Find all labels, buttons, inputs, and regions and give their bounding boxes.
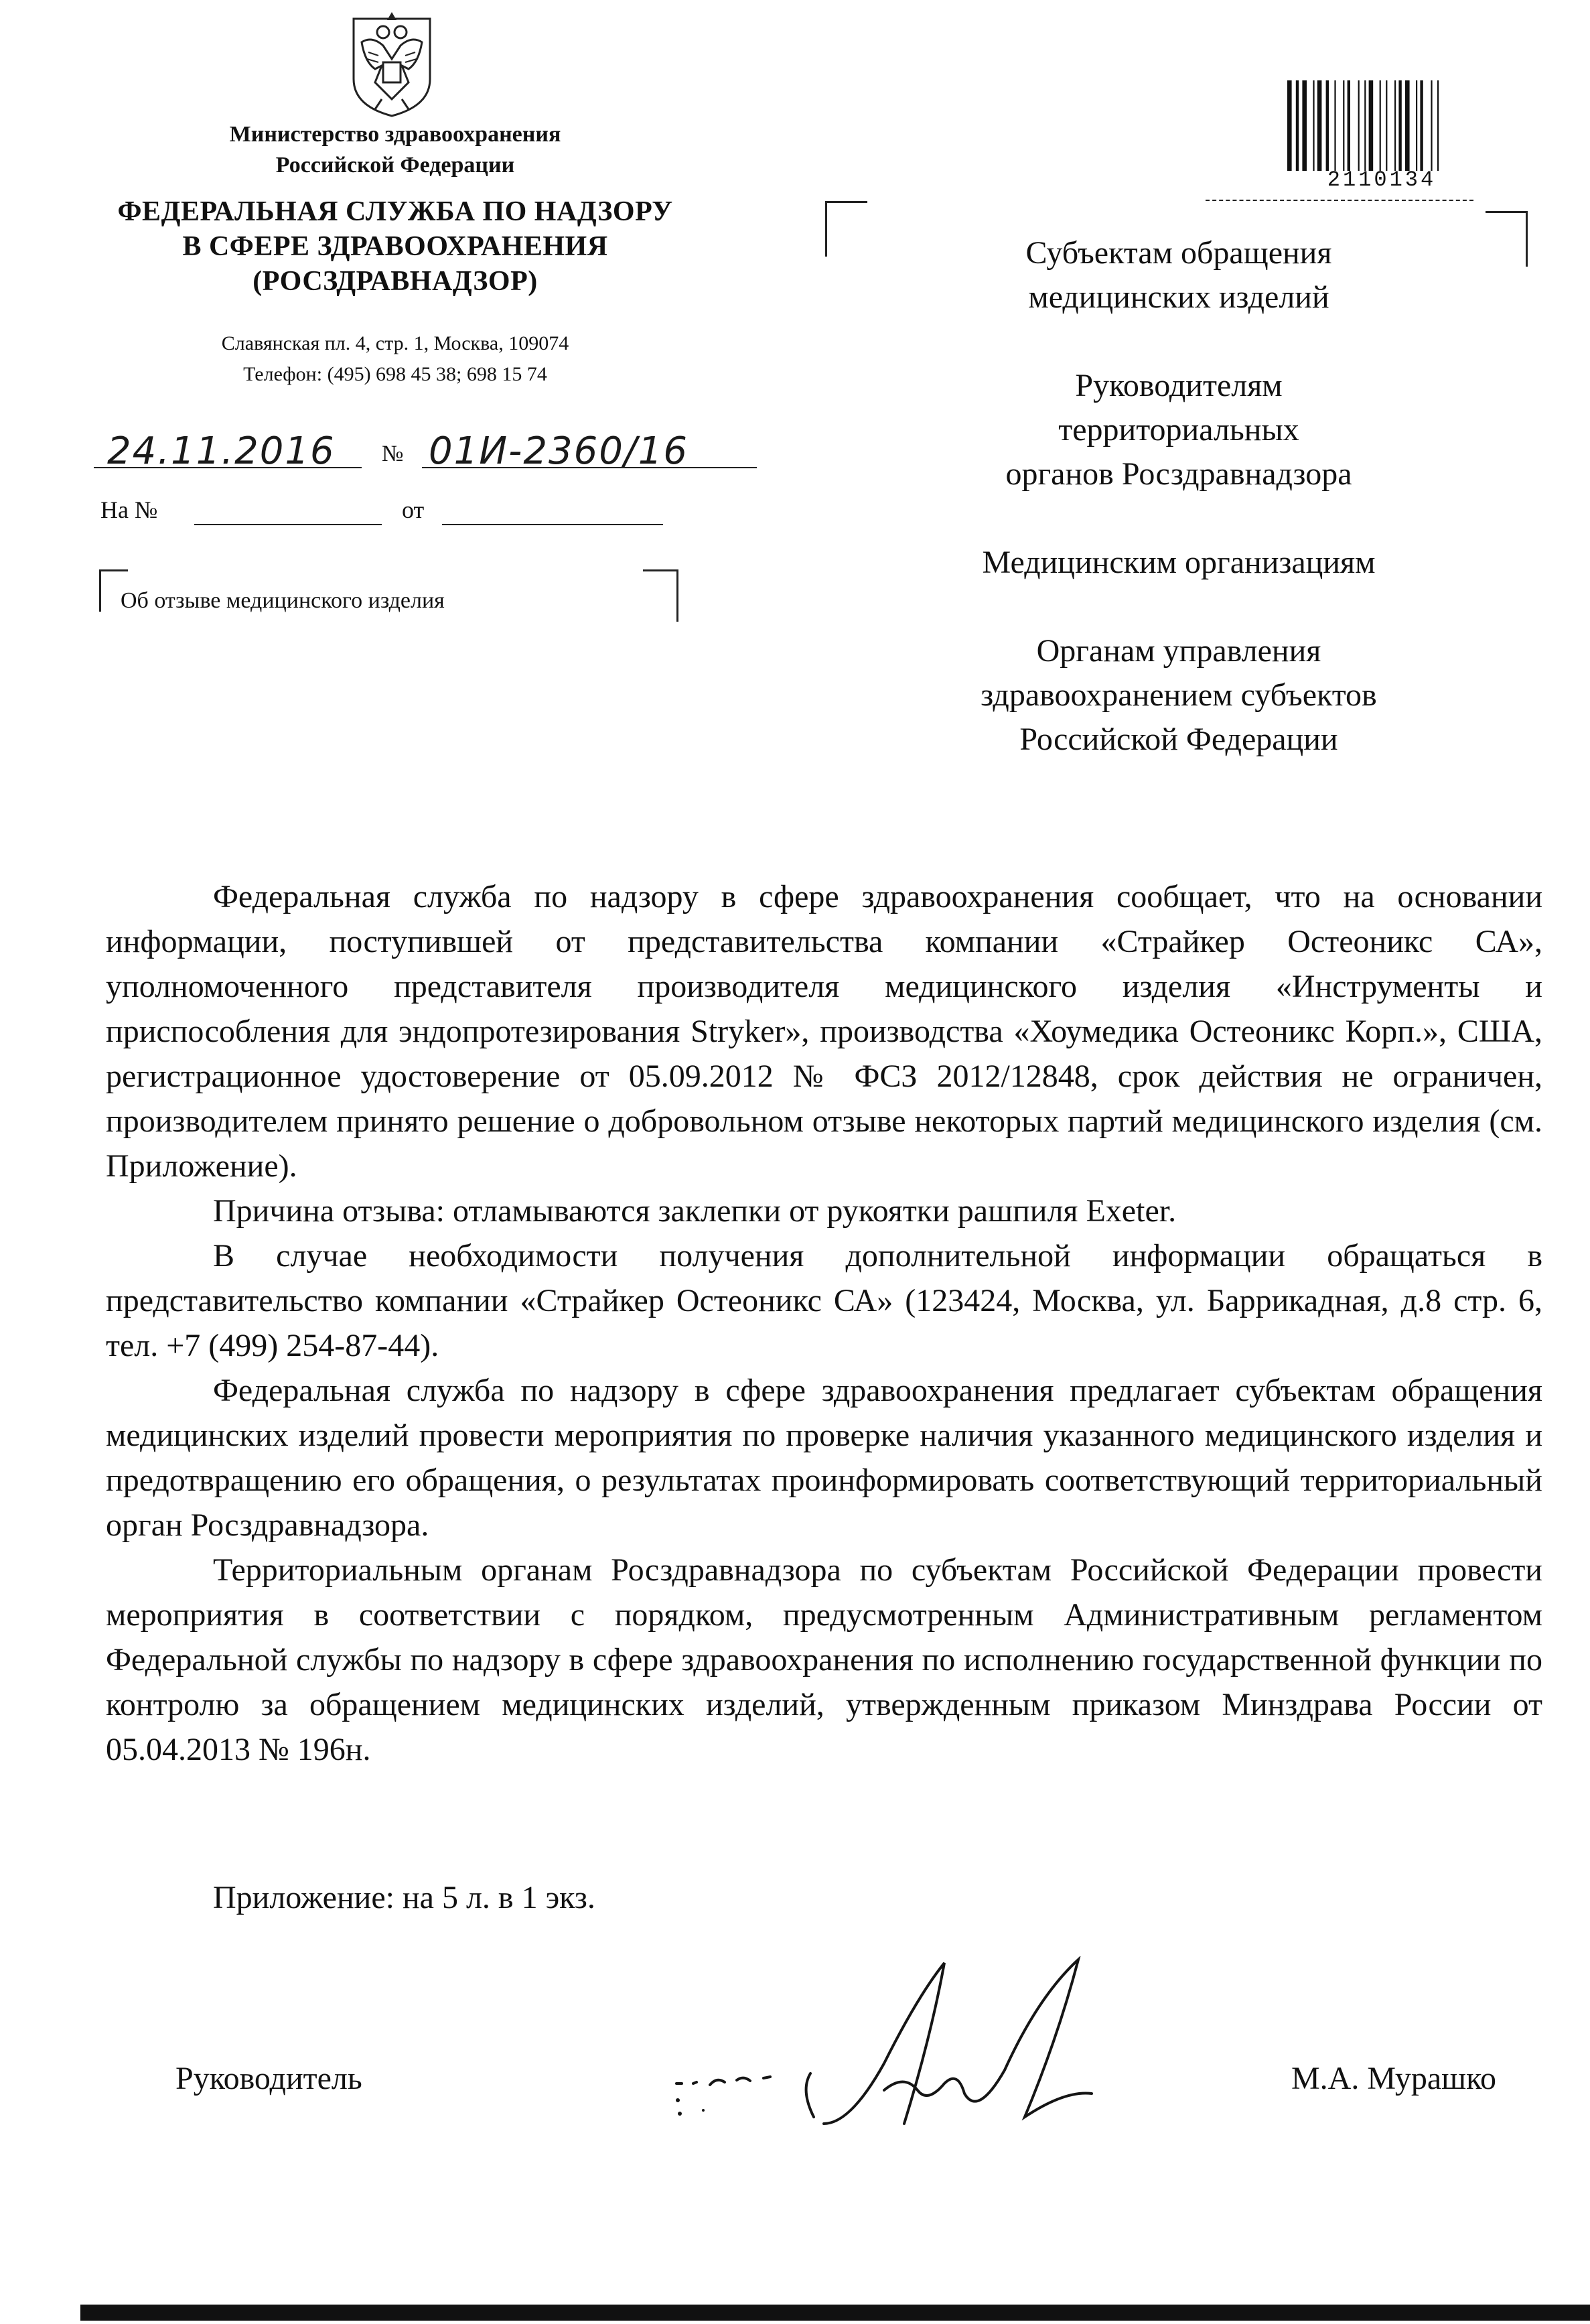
recipient-line: органов Росздравнадзора xyxy=(1005,456,1352,492)
recipients-block xyxy=(884,231,1473,806)
body-paragraph-4: Федеральная служба по надзору в сфере здравоохранения предлагает субъектам обращения медицинских изделий провести мероприятия по проверке наличия указанного медицинского изделия и предотвращению его обращения, о результатах проинформировать соответствующий территориальный орган Росздравнадзора. xyxy=(106,1373,1542,1543)
body-paragraph-3: В случае необходимости получения дополнительной информации обращаться в представительство компании «Страйкер Остеоникс СА» (123424, Москва, ул. Баррикадная, д.8 стр. 6, тел. +7 (499) 254-87-44). xyxy=(106,1238,1542,1363)
ministry-line-2: Российской Федерации xyxy=(275,153,515,178)
recipient-line: Медицинским организациям xyxy=(982,545,1376,580)
address-field-dash xyxy=(1206,200,1473,201)
appendix-note: Приложение: на 5 л. в 1 экз. xyxy=(213,1880,595,1915)
reference-from-label: от xyxy=(402,496,425,523)
ministry-name xyxy=(167,119,623,181)
reference-number-label: На № xyxy=(100,496,158,523)
phone-line: Телефон: (495) 698 45 38; 698 15 74 xyxy=(243,363,547,385)
document-number-row xyxy=(87,429,790,479)
recipient-line: территориальных xyxy=(1058,412,1299,448)
service-line-3: (РОСЗДРАВНАДЗОР) xyxy=(252,266,538,297)
body-paragraph-5: Территориальным органам Росздравнадзора по субъектам Российской Федерации провести мероприятия в соответствии с порядком, предусмотренным Административным регламентом Федеральной службы по надзору в сфере здравоохранения по исполнению государственной функции по контролю за обращением медицинских изделий, утвержденным приказом Минздрава России от 05.04.2013 № 196н. xyxy=(106,1552,1542,1767)
recipient-line: Органам управления xyxy=(1036,633,1321,669)
subject-corner-right xyxy=(643,569,678,622)
coat-of-arms-emblem xyxy=(342,5,442,119)
recipient-group-2 xyxy=(884,364,1473,496)
barcode-number: 2110134 xyxy=(1327,167,1437,192)
address-block xyxy=(134,328,656,390)
recipient-line: Субъектам обращения xyxy=(1025,235,1332,271)
signatory-name: М.А. Мурашко xyxy=(1291,2061,1496,2096)
reference-row xyxy=(87,496,690,536)
signatory-role: Руководитель xyxy=(175,2061,362,2096)
handwritten-signature xyxy=(663,1956,1212,2137)
recipient-group-4 xyxy=(884,629,1473,762)
service-line-2: В СФЕРЕ ЗДРАВООХРАНЕНИЯ xyxy=(182,231,608,262)
address-field-corner-right xyxy=(1486,211,1528,267)
service-name xyxy=(87,194,703,299)
body-paragraph-2: Причина отзыва: отламываются заклепки от рукоятки рашпиля Exeter. xyxy=(213,1193,1177,1229)
recipient-group-3 xyxy=(884,541,1473,585)
barcode xyxy=(1285,80,1479,171)
number-sign: № xyxy=(382,441,404,466)
address-line: Славянская пл. 4, стр. 1, Москва, 109074 xyxy=(221,332,569,354)
letter-body xyxy=(106,874,1542,1772)
recipient-group-1 xyxy=(884,231,1473,320)
recipient-line: здравоохранением субъектов xyxy=(981,677,1377,713)
recipient-line: медицинских изделий xyxy=(1028,279,1329,315)
service-line-1: ФЕДЕРАЛЬНАЯ СЛУЖБА ПО НАДЗОРУ xyxy=(117,196,673,227)
page-bottom-border xyxy=(80,2305,1590,2321)
address-field-corner-left xyxy=(825,201,867,257)
body-paragraph-1: Федеральная служба по надзору в сфере здравоохранения сообщает, что на основании информации, поступившей от представительства компании «Страйкер Остеоникс СА», уполномоченного представителя производителя медицинского изделия «Инструменты и приспособления для эндопротезирования Stryker», производства «Хоумедика Остеоникс Корп.», США, регистрационное удостоверение от 05.09.2012 № ФСЗ 2012/12848, срок действия не ограничен, производителем принято решение о добровольном отзыве некоторых партий медицинского изделия (см. Приложение). xyxy=(106,879,1542,1184)
ministry-line-1: Министерство здравоохранения xyxy=(229,122,561,147)
recipient-line: Руководителям xyxy=(1075,368,1283,403)
document-date: 24.11.2016 xyxy=(107,429,336,473)
document-subject: Об отзыве медицинского изделия xyxy=(121,588,445,613)
recipient-line: Российской Федерации xyxy=(1019,722,1338,757)
document-number: 01И-2360/16 xyxy=(429,429,689,473)
